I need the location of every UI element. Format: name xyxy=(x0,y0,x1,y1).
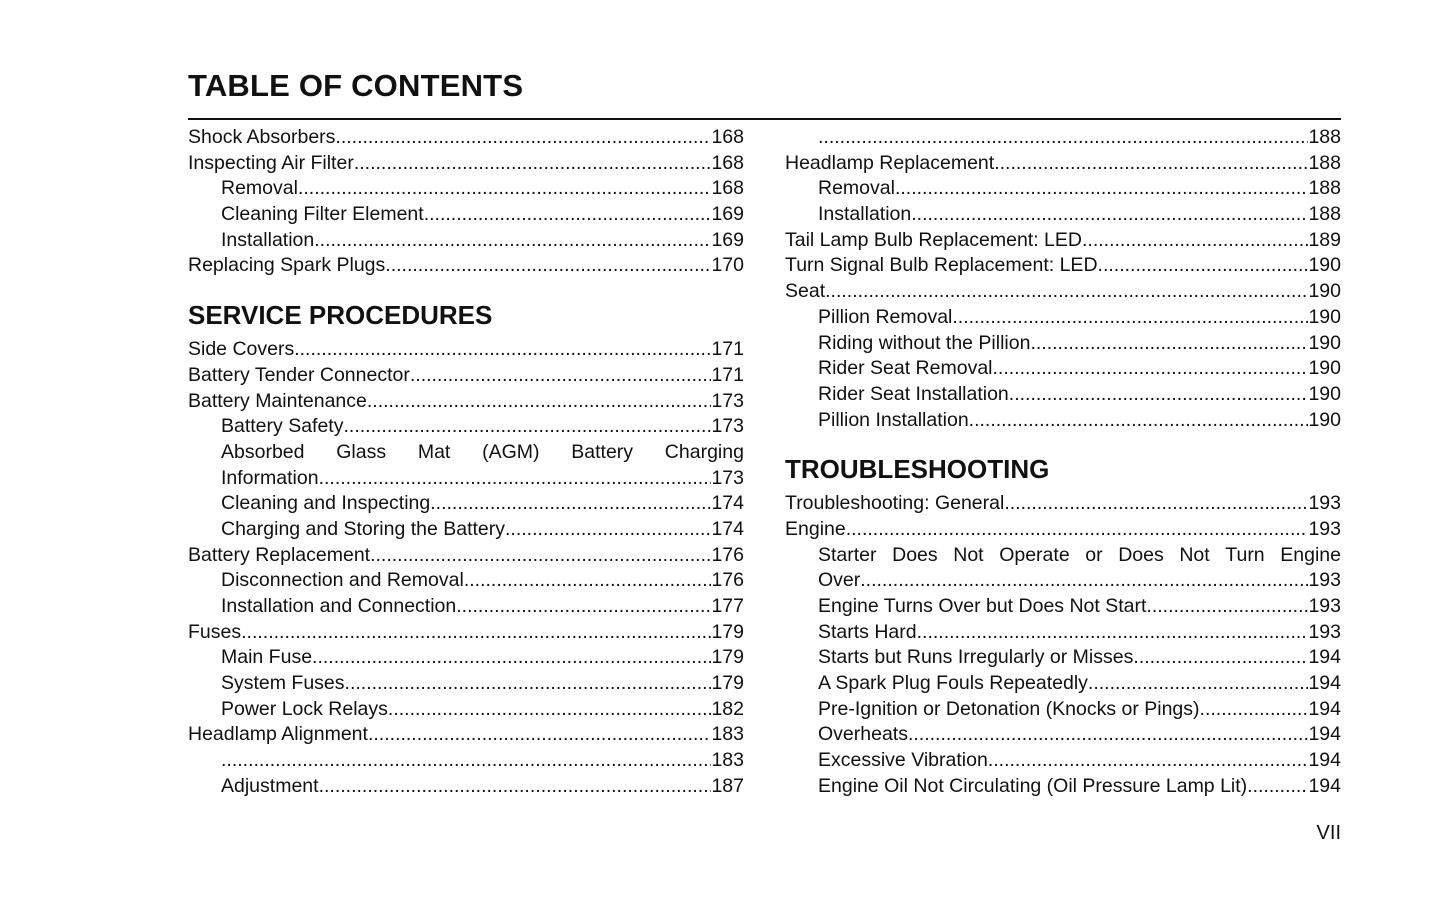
toc-entry-page: 193 xyxy=(1308,595,1341,617)
toc-entry-page: 176 xyxy=(711,569,744,592)
toc-entry[interactable] xyxy=(188,414,744,440)
dot-leader xyxy=(367,389,712,415)
toc-entry-page: 190 xyxy=(1308,382,1341,405)
toc-entry-page: 193 xyxy=(1308,569,1341,592)
toc-entry-title: Information xyxy=(221,466,319,489)
dot-leader xyxy=(368,722,712,748)
dot-leader xyxy=(456,594,711,620)
toc-entry-page: 173 xyxy=(711,466,744,489)
toc-entry-title: Inspecting Air Filter xyxy=(188,151,354,174)
toc-entry[interactable] xyxy=(785,382,1341,408)
toc-column-left xyxy=(188,125,744,800)
section-heading-troubleshooting: TROUBLESHOOTING xyxy=(785,454,1050,485)
toc-entry-title: A Spark Plug Fouls Repeatedly xyxy=(818,672,1088,695)
toc-entry-word: Battery xyxy=(571,440,634,463)
toc-entry-word: Charging xyxy=(664,440,744,463)
dot-leader xyxy=(1004,491,1308,517)
toc-entry-title: Cleaning Filter Element xyxy=(221,203,424,226)
toc-entry-word: Engine xyxy=(1280,543,1341,566)
toc-entry-page: 190 xyxy=(1308,357,1341,380)
page-number: VII xyxy=(1316,822,1341,844)
toc-entry[interactable] xyxy=(188,543,744,569)
toc-entry[interactable] xyxy=(188,389,744,415)
dot-leader xyxy=(952,305,1308,331)
toc-entry-agm-line[interactable] xyxy=(188,440,744,466)
toc-group xyxy=(188,466,744,800)
dot-leader xyxy=(818,125,1308,151)
toc-entry-page: 194 xyxy=(1308,774,1341,797)
dot-leader xyxy=(917,620,1309,646)
dot-leader xyxy=(1133,645,1308,671)
toc-entry-page: 171 xyxy=(711,363,744,386)
toc-entry-title: Overheats xyxy=(818,723,908,746)
toc-entry[interactable] xyxy=(785,176,1341,202)
toc-entry-title: Installation and Connection xyxy=(221,595,457,617)
section-heading-service-procedures: SERVICE PROCEDURES xyxy=(188,300,493,331)
toc-entry-title: Pre-Ignition or Detonation (Knocks or Pings) xyxy=(818,697,1200,720)
dot-leader xyxy=(846,517,1309,543)
dot-leader xyxy=(464,568,712,594)
dot-leader xyxy=(388,697,712,723)
toc-entry[interactable] xyxy=(188,697,744,723)
toc-group xyxy=(785,491,1341,542)
toc-entry-title: Rider Seat Installation xyxy=(818,382,1009,405)
toc-entry-page: 193 xyxy=(1308,492,1341,515)
toc-entry-page: 171 xyxy=(711,338,744,361)
toc-entry-title: Power Lock Relays xyxy=(221,697,388,720)
dot-leader xyxy=(1200,697,1309,723)
toc-entry[interactable] xyxy=(785,228,1341,254)
dot-leader xyxy=(505,517,711,543)
toc-entry-page: 179 xyxy=(711,646,744,669)
dot-leader xyxy=(908,722,1308,748)
toc-entry[interactable] xyxy=(188,774,744,800)
toc-entry[interactable] xyxy=(188,176,744,202)
toc-entry[interactable] xyxy=(188,253,744,279)
toc-entry-page: 193 xyxy=(1308,517,1341,540)
dot-leader xyxy=(354,151,712,177)
dot-leader xyxy=(294,337,711,363)
dot-leader xyxy=(345,671,712,697)
dot-leader xyxy=(410,363,712,389)
dot-leader xyxy=(221,748,711,774)
toc-entry-page: 168 xyxy=(711,126,744,148)
dot-leader xyxy=(911,202,1308,228)
toc-entry-page: 189 xyxy=(1308,228,1341,251)
dot-leader xyxy=(1098,253,1309,279)
dot-leader xyxy=(895,176,1309,202)
toc-entry-title: Starts Hard xyxy=(818,620,917,643)
toc-entry-page: 190 xyxy=(1308,280,1341,303)
toc-entry-page: 194 xyxy=(1308,723,1341,746)
toc-entry[interactable] xyxy=(785,517,1341,543)
toc-entry[interactable] xyxy=(785,697,1341,723)
toc-group xyxy=(785,125,1341,433)
dot-leader xyxy=(241,620,711,646)
toc-entry[interactable] xyxy=(785,356,1341,382)
toc-entry-title: Adjustment xyxy=(221,774,319,797)
toc-entry[interactable] xyxy=(785,568,1341,594)
toc-entry-title: Fuses xyxy=(188,620,242,643)
dot-leader xyxy=(988,748,1309,774)
toc-entry-title: Pillion Installation xyxy=(818,408,969,431)
dot-leader xyxy=(430,491,711,517)
toc-entry-title: Installation xyxy=(818,203,912,226)
toc-entry-page: 194 xyxy=(1308,672,1341,695)
toc-group xyxy=(188,337,744,440)
toc-entry-page: 174 xyxy=(711,492,744,515)
toc-entry-page: 169 xyxy=(711,203,744,226)
toc-entry[interactable] xyxy=(188,151,744,177)
toc-entry-title: Engine xyxy=(785,517,846,540)
toc-entry-title: Seat xyxy=(785,280,826,303)
toc-entry[interactable] xyxy=(785,253,1341,279)
toc-entry-page: 188 xyxy=(1308,203,1341,226)
toc-entry[interactable] xyxy=(188,125,744,151)
toc-entry-page: 182 xyxy=(711,697,744,720)
toc-entry-word: Absorbed xyxy=(221,440,305,463)
dot-leader xyxy=(370,543,711,569)
toc-entry[interactable] xyxy=(188,202,744,228)
toc-entry[interactable] xyxy=(785,594,1341,620)
toc-entry[interactable] xyxy=(188,722,744,748)
toc-entry[interactable] xyxy=(785,671,1341,697)
toc-group xyxy=(785,568,1341,799)
toc-entry[interactable] xyxy=(785,305,1341,331)
dot-leader xyxy=(1030,331,1308,357)
toc-entry-title: Troubleshooting: General xyxy=(785,492,1005,515)
dot-leader xyxy=(424,202,712,228)
toc-entry-page: 173 xyxy=(711,415,744,438)
toc-entry-title: Headlamp Alignment xyxy=(188,723,368,746)
toc-entry[interactable] xyxy=(188,568,744,594)
dot-leader xyxy=(319,774,712,800)
toc-entry-page: 190 xyxy=(1308,331,1341,354)
toc-entry-page: 183 xyxy=(711,723,744,746)
toc-entry-page: 176 xyxy=(711,543,744,566)
toc-entry-title: Installation xyxy=(221,228,315,251)
toc-entry-title: Riding without the Pillion xyxy=(818,331,1031,354)
toc-entry[interactable] xyxy=(785,331,1341,357)
toc-entry-starter-line[interactable] xyxy=(785,543,1341,569)
dot-leader xyxy=(319,466,712,492)
toc-entry[interactable] xyxy=(188,594,744,620)
toc-entry-page: 190 xyxy=(1308,254,1341,277)
toc-entry[interactable] xyxy=(188,337,744,363)
toc-entry-page: 188 xyxy=(1308,126,1341,148)
toc-entry[interactable] xyxy=(785,202,1341,228)
dot-leader xyxy=(1146,594,1308,620)
toc-entry-title: Rider Seat Removal xyxy=(818,357,993,380)
toc-entry[interactable] xyxy=(188,491,744,517)
toc-entry-page: 170 xyxy=(711,254,744,277)
toc-entry-title: Turn Signal Bulb Replacement: LED xyxy=(785,254,1098,277)
dot-leader xyxy=(993,356,1309,382)
toc-entry[interactable] xyxy=(785,151,1341,177)
dot-leader xyxy=(1009,382,1309,408)
toc-entry-page: 168 xyxy=(711,177,744,200)
toc-entry[interactable] xyxy=(188,228,744,254)
toc-entry-title: Excessive Vibration xyxy=(818,749,988,772)
toc-entry-word: Not xyxy=(953,543,984,566)
toc-entry-word: Turn xyxy=(1225,543,1265,566)
toc-entry-title: Shock Absorbers xyxy=(188,126,336,148)
toc-entry-word: Operate xyxy=(999,543,1070,566)
dot-leader xyxy=(385,253,711,279)
dot-leader xyxy=(298,176,712,202)
dot-leader xyxy=(825,279,1308,305)
toc-entry-word: Starter xyxy=(818,543,877,566)
toc-entry-title: Headlamp Replacement xyxy=(785,151,995,174)
toc-entry-page: 190 xyxy=(1308,408,1341,431)
toc-entry[interactable] xyxy=(188,466,744,492)
toc-entry-page: 173 xyxy=(711,389,744,412)
toc-entry[interactable] xyxy=(188,620,744,646)
dot-leader xyxy=(1088,671,1309,697)
toc-entry[interactable] xyxy=(785,125,1341,151)
toc-entry-page: 187 xyxy=(711,774,744,797)
toc-entry-page: 179 xyxy=(711,620,744,643)
toc-entry[interactable] xyxy=(785,748,1341,774)
toc-entry[interactable] xyxy=(785,645,1341,671)
toc-entry-word: or xyxy=(1085,543,1103,566)
toc-entry-word: Mat xyxy=(417,440,451,463)
toc-entry-word: Does xyxy=(1118,543,1164,566)
toc-entry-word: (AGM) xyxy=(482,440,540,463)
toc-entry-title: Starts but Runs Irregularly or Misses xyxy=(818,646,1134,669)
page-title: TABLE OF CONTENTS xyxy=(188,68,524,103)
dot-leader xyxy=(1082,228,1308,254)
toc-entry-page: 190 xyxy=(1308,305,1341,328)
toc-entry-title: Battery Maintenance xyxy=(188,389,367,412)
toc-entry-title: System Fuses xyxy=(221,672,345,695)
toc-entry[interactable] xyxy=(188,748,744,774)
toc-entry-page: 193 xyxy=(1308,620,1341,643)
dot-leader xyxy=(860,568,1308,594)
dot-leader xyxy=(343,414,711,440)
toc-entry-title: Main Fuse xyxy=(221,646,313,669)
dot-leader xyxy=(994,151,1308,177)
toc-entry-title: Over xyxy=(818,569,861,592)
toc-entry-page: 177 xyxy=(711,595,744,617)
toc-entry-title: Replacing Spark Plugs xyxy=(188,254,386,277)
toc-entry[interactable] xyxy=(188,363,744,389)
toc-entry[interactable] xyxy=(785,491,1341,517)
toc-entry-page: 169 xyxy=(711,228,744,251)
toc-entry-title: Removal xyxy=(221,177,298,200)
toc-entry-page: 194 xyxy=(1308,697,1341,720)
toc-entry-word: Glass xyxy=(336,440,387,463)
toc-entry-title: Cleaning and Inspecting xyxy=(221,492,431,515)
dot-leader xyxy=(314,228,711,254)
toc-entry-title: Engine Turns Over but Does Not Start xyxy=(818,595,1147,617)
toc-entry-title: Removal xyxy=(818,177,895,200)
dot-leader xyxy=(335,125,711,151)
toc-entry-page: 188 xyxy=(1308,177,1341,200)
toc-entry-title: Tail Lamp Bulb Replacement: LED xyxy=(785,228,1082,251)
toc-entry[interactable] xyxy=(188,671,744,697)
toc-entry[interactable] xyxy=(188,517,744,543)
toc-entry-title: Battery Safety xyxy=(221,415,344,438)
title-rule xyxy=(188,118,1341,120)
toc-entry-title: Charging and Storing the Battery xyxy=(221,517,506,540)
toc-entry-title: Side Covers xyxy=(188,338,295,361)
toc-entry[interactable] xyxy=(785,279,1341,305)
toc-entry-title: Disconnection and Removal xyxy=(221,569,464,592)
toc-entry-title: Battery Replacement xyxy=(188,543,371,566)
toc-entry-title: Battery Tender Connector xyxy=(188,363,410,386)
toc-group xyxy=(188,125,744,279)
toc-entry-page: 194 xyxy=(1308,646,1341,669)
toc-column-right xyxy=(785,125,1341,800)
toc-entry[interactable] xyxy=(785,620,1341,646)
toc-entry-word: Does xyxy=(892,543,938,566)
toc-entry-page: 188 xyxy=(1308,151,1341,174)
dot-leader xyxy=(312,645,711,671)
toc-entry[interactable] xyxy=(785,408,1341,434)
toc-entry-page: 174 xyxy=(711,517,744,540)
toc-entry-page: 179 xyxy=(711,672,744,695)
toc-entry-page: 194 xyxy=(1308,749,1341,772)
toc-entry[interactable] xyxy=(785,722,1341,748)
toc-entry-title: Engine Oil Not Circulating (Oil Pressure Lamp Lit) xyxy=(818,774,1248,797)
toc-entry-title: Pillion Removal xyxy=(818,305,953,328)
toc-entry-page: 183 xyxy=(711,749,744,772)
dot-leader xyxy=(969,408,1309,434)
toc-entry[interactable] xyxy=(188,645,744,671)
dot-leader xyxy=(1247,774,1308,800)
toc-entry-page: 168 xyxy=(711,151,744,174)
toc-entry[interactable] xyxy=(785,774,1341,800)
toc-entry-word: Not xyxy=(1179,543,1210,566)
